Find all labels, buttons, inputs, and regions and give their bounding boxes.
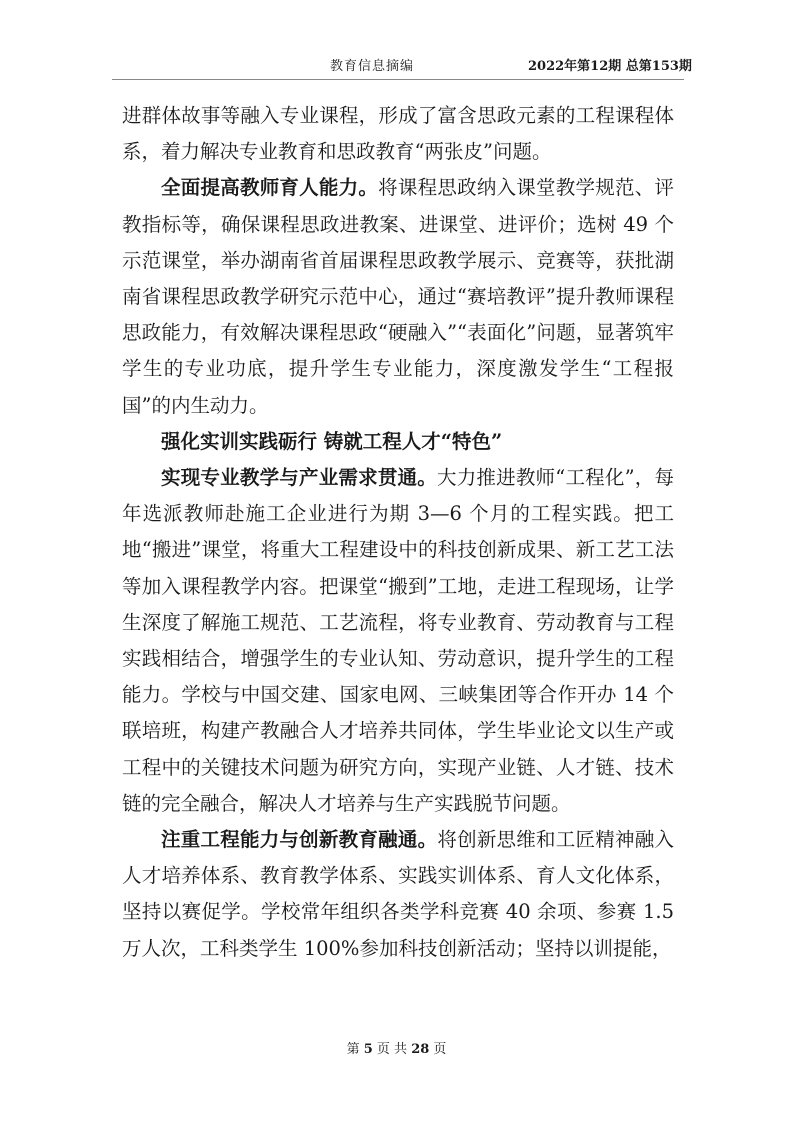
- section-heading: [122, 424, 674, 460]
- total-page-count: 28: [411, 1042, 430, 1057]
- footer-middle: 页 共: [376, 1042, 408, 1057]
- current-page-number: 5: [363, 1042, 373, 1057]
- paragraph-continuation: [122, 98, 674, 170]
- footer-suffix: 页: [433, 1042, 447, 1057]
- paragraph-industry-teaching: [122, 460, 674, 822]
- paragraph-text: 进群体故事等融入专业课程，形成了富含思政元素的工程课程体系，着力解决专业教育和思政教育“两张皮”问题。: [122, 104, 674, 164]
- footer-prefix: 第: [346, 1042, 360, 1057]
- page-footer: [0, 1038, 793, 1057]
- paragraph-lead: 注重工程能力与创新教育融通。: [161, 828, 438, 852]
- page-header: [0, 55, 793, 75]
- header-rule: [112, 79, 684, 80]
- article-body: [122, 98, 674, 967]
- paragraph-innovation-education: [122, 822, 674, 967]
- issue-number: 2022年第12期 总第153期: [528, 59, 692, 74]
- paragraph-text: 将课程思政纳入课堂教学规范、评教指标等，确保课程思政进教案、进课堂、进评价；选树 49 个示范课堂，举办湖南省首届课程思政教学展示、竞赛等，获批湖南省课程思政教学研究示范中心，通过“赛培教评”提升教师课程思政能力，有效解决课程思政“硬融入”“表面化”问题，显著筑牢学生的专业功底，提升学生专业能力，深度激发学生“工程报国”的内生动力。: [122, 176, 674, 417]
- paragraph-lead: 全面提高教师育人能力。: [161, 176, 379, 200]
- publication-title: 教育信息摘编: [330, 59, 415, 74]
- section-heading-text: 强化实训实践砺行 铸就工程人才“特色”: [161, 429, 503, 453]
- paragraph-lead: 实现专业教学与产业需求贯通。: [161, 466, 437, 490]
- paragraph-text: 大力推进教师“工程化”，每年选派教师赴施工企业进行为期 3—6 个月的工程实践。把工地“搬进”课堂，将重大工程建设中的科技创新成果、新工艺工法等加入课程教学内容。把课堂“搬到”工地，走进工程现场，让学生深度了解施工规范、工艺流程，将专业教育、劳动教育与工程实践相结合，增强学生的专业认知、劳动意识，提升学生的工程能力。学校与中国交建、国家电网、三峡集团等合作开办 14 个联培班，构建产教融合人才培养共同体，学生毕业论文以生产或工程中的关键技术问题为研究方向，实现产业链、人才链、技术链的完全融合，解决人才培养与生产实践脱节问题。: [122, 466, 674, 815]
- paragraph-teacher-ability: [122, 170, 674, 423]
- paragraph-text: 将创新思维和工匠精神融入人才培养体系、教育教学体系、实践实训体系、育人文化体系，坚持以赛促学。学校常年组织各类学科竞赛 40 余项、参赛 1.5 万人次，工科类学生 100%参加科技创新活动；坚持以训提能，: [122, 828, 674, 960]
